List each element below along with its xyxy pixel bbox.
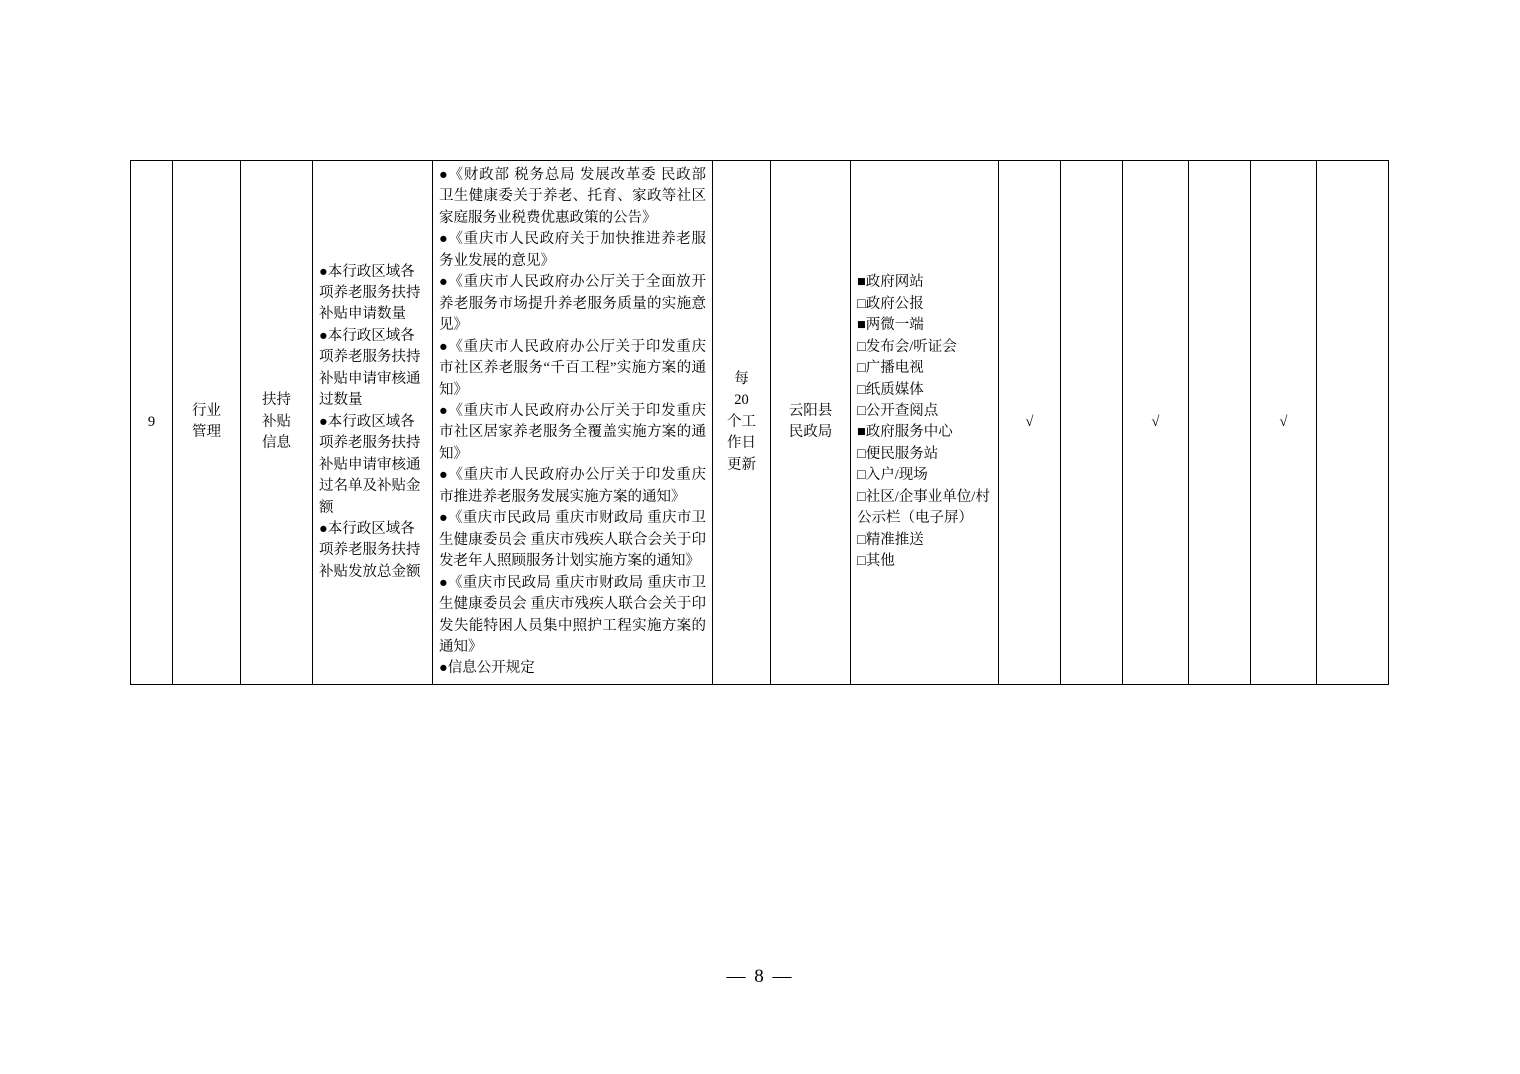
channel-option[interactable]: [857, 530, 992, 551]
content-item: ●本行政区域各项养老服务扶持补贴申请审核通过名单及补贴金额: [319, 413, 421, 516]
frequency-line: 个工: [727, 413, 756, 430]
item-name-text-line: 扶持: [262, 392, 291, 409]
cell-disclosure-channels: [851, 161, 999, 685]
checkbox-unchecked-icon: □: [857, 338, 866, 355]
channel-label: 便民服务站: [865, 445, 939, 462]
channel-label: 广播电视: [865, 360, 924, 377]
cell-mark-1: [999, 161, 1061, 685]
checkbox-unchecked-icon: □: [857, 381, 866, 398]
channel-option[interactable]: [857, 465, 992, 486]
basis-item: ●《重庆市民政局 重庆市财政局 重庆市卫生健康委员会 重庆市残疾人联合会关于印发失能特困人员集中照护工程实施方案的通知》: [439, 574, 706, 655]
content-item: ●本行政区域各项养老服务扶持补贴申请审核通过数量: [319, 327, 421, 409]
cell-mark-3: [1123, 161, 1189, 685]
cell-mark-2: [1061, 161, 1123, 685]
channel-label: 两微一端: [865, 317, 924, 334]
basis-item: ●《重庆市人民政府办公厅关于印发重庆市推进养老服务发展实施方案的通知》: [439, 467, 706, 505]
basis-item: ●《重庆市人民政府办公厅关于印发重庆市社区养老服务“千百工程”实施方案的通知》: [439, 338, 706, 398]
cell-serial-number: [131, 161, 173, 685]
channel-label: 政府公报: [865, 295, 924, 312]
channel-label: 社区/企事业单位/村公示栏（电子屏）: [857, 488, 990, 527]
cell-mark-4: [1189, 161, 1251, 685]
organization-text: [777, 401, 844, 444]
basis-item: ●《重庆市民政局 重庆市财政局 重庆市卫生健康委员会 重庆市残疾人联合会关于印发老年人照顾服务计划实施方案的通知》: [439, 510, 706, 570]
checkbox-unchecked-icon: □: [857, 295, 866, 312]
item-name-text-line: 补贴: [262, 413, 291, 430]
category-text: [179, 401, 234, 444]
channel-label: 公开查阅点: [865, 402, 939, 419]
item-name-text: [247, 390, 306, 454]
checkbox-unchecked-icon: □: [857, 531, 866, 548]
channel-label: 入户/现场: [865, 467, 928, 484]
channel-option[interactable]: [857, 380, 992, 401]
cell-responsible-organization: [771, 161, 851, 685]
channel-option[interactable]: [857, 444, 992, 465]
checkbox-unchecked-icon: □: [857, 467, 866, 484]
information-disclosure-table: [130, 160, 1389, 685]
cell-mark-6: [1317, 161, 1389, 685]
cell-update-frequency: [713, 161, 771, 685]
cell-category: [173, 161, 241, 685]
checkmark: √: [1279, 413, 1288, 430]
basis-item: ●信息公开规定: [439, 660, 535, 677]
channel-option[interactable]: [857, 272, 992, 293]
category-text-line: 行业: [192, 402, 221, 419]
basis-item: ●《财政部 税务总局 发展改革委 民政部 卫生健康委关于养老、托育、家政等社区家庭服务业税费优惠政策的公告》: [439, 167, 706, 226]
channel-option[interactable]: [857, 337, 992, 358]
checkbox-unchecked-icon: □: [857, 445, 866, 462]
checkbox-unchecked-icon: □: [857, 402, 866, 419]
channel-option[interactable]: [857, 358, 992, 379]
checkbox-checked-icon: ■: [857, 317, 866, 334]
basis-item: ●《重庆市人民政府办公厅关于印发重庆市社区居家养老服务全覆盖实施方案的通知》: [439, 402, 706, 462]
cell-content-items: [313, 161, 433, 685]
serial-number-text: 9: [147, 413, 156, 430]
channel-option[interactable]: [857, 315, 992, 336]
checkbox-unchecked-icon: □: [857, 360, 866, 377]
checkbox-unchecked-icon: □: [857, 488, 866, 505]
channel-label: 纸质媒体: [865, 381, 924, 398]
channel-label: 发布会/听证会: [865, 338, 957, 355]
content-item: ●本行政区域各项养老服务扶持补贴申请数量: [319, 263, 421, 323]
table-row: [131, 161, 1389, 685]
organization-line: 云阳县: [788, 402, 833, 419]
channel-label: 其他: [865, 553, 895, 570]
checkbox-checked-icon: ■: [857, 274, 866, 291]
channel-label: 政府服务中心: [865, 424, 953, 441]
checkmark: √: [1151, 413, 1160, 430]
checkbox-unchecked-icon: □: [857, 553, 866, 570]
channel-option[interactable]: [857, 401, 992, 422]
channel-option[interactable]: [857, 551, 992, 572]
channel-option[interactable]: [857, 422, 992, 443]
basis-item: ●《重庆市人民政府关于加快推进养老服务业发展的意见》: [439, 231, 706, 269]
cell-mark-5: [1251, 161, 1317, 685]
content-item: ●本行政区域各项养老服务扶持补贴发放总金额: [319, 520, 421, 580]
cell-legal-basis: [433, 161, 713, 685]
channel-option[interactable]: [857, 294, 992, 315]
category-text-line: 管理: [192, 424, 221, 441]
checkmark: √: [1025, 413, 1034, 430]
checkbox-checked-icon: ■: [857, 424, 866, 441]
page-number: — 8 —: [726, 966, 794, 987]
frequency-line: 每: [734, 370, 749, 387]
basis-item: ●《重庆市人民政府办公厅关于全面放开养老服务市场提升养老服务质量的实施意见》: [439, 274, 706, 334]
organization-line: 民政局: [788, 424, 833, 441]
frequency-text: [719, 369, 764, 476]
channel-label: 政府网站: [865, 274, 924, 291]
frequency-line: 20: [734, 392, 749, 409]
channel-option[interactable]: [857, 487, 992, 530]
frequency-line: 作日: [727, 435, 756, 452]
channel-list: [857, 272, 992, 572]
cell-item-name: [241, 161, 313, 685]
channel-label: 精准推送: [865, 531, 924, 548]
item-name-text-line: 信息: [262, 435, 291, 452]
frequency-line: 更新: [727, 456, 756, 473]
